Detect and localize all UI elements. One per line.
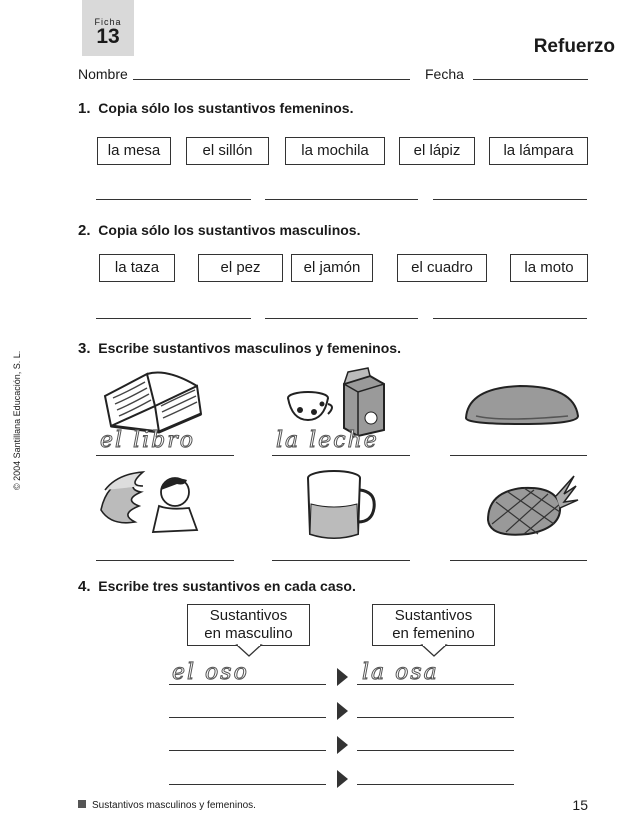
question-number: 4. xyxy=(78,578,91,595)
masculine-answer-line[interactable] xyxy=(169,717,326,718)
copyright-text: © 2004 Santillana Educación, S. L. xyxy=(12,350,22,490)
feminine-header-box xyxy=(372,604,495,646)
question-text: Escribe tres sustantivos en cada caso. xyxy=(98,578,356,594)
bread-icon xyxy=(462,382,582,427)
feminine-answer-line[interactable] xyxy=(357,750,514,751)
answer-line[interactable] xyxy=(450,560,587,561)
question-number: 3. xyxy=(78,340,91,357)
angel-icon xyxy=(97,470,207,535)
arrow-right-icon xyxy=(337,770,348,788)
answer-cursive: el libro xyxy=(100,428,195,453)
word-box: el sillón xyxy=(186,137,269,165)
ficha-tab xyxy=(82,0,134,56)
book-icon xyxy=(97,366,207,436)
fecha-line[interactable] xyxy=(473,79,588,80)
word-box: la mochila xyxy=(285,137,385,165)
word-box: la taza xyxy=(99,254,175,282)
answer-line[interactable] xyxy=(96,318,251,319)
masculine-box-pointer xyxy=(237,645,261,657)
answer-line[interactable] xyxy=(433,199,587,200)
ficha-label: Ficha xyxy=(94,17,122,27)
question-3 xyxy=(78,340,401,357)
word-box: el cuadro xyxy=(397,254,487,282)
masculine-answer-line[interactable] xyxy=(169,684,326,685)
feminine-answer-line[interactable] xyxy=(357,684,514,685)
answer-line[interactable] xyxy=(96,560,234,561)
ficha-number: 13 xyxy=(96,25,120,48)
word-box: la moto xyxy=(510,254,588,282)
answer-line[interactable] xyxy=(96,455,234,456)
feminine-answer-line[interactable] xyxy=(357,784,514,785)
answer-line[interactable] xyxy=(450,455,587,456)
pineapple-icon xyxy=(478,472,578,542)
word-box: el lápiz xyxy=(399,137,475,165)
square-bullet-icon xyxy=(78,800,86,808)
example-masculine: el oso xyxy=(172,660,249,685)
page-title: Refuerzo xyxy=(533,36,615,57)
question-text: Copia sólo los sustantivos masculinos. xyxy=(98,222,361,238)
footer xyxy=(78,800,256,811)
fecha-label: Fecha xyxy=(425,66,464,82)
question-number: 1. xyxy=(78,100,91,117)
answer-line[interactable] xyxy=(265,318,418,319)
feminine-box-pointer xyxy=(422,645,446,657)
page-number: 15 xyxy=(572,797,588,813)
nombre-label: Nombre xyxy=(78,66,128,82)
feminine-answer-line[interactable] xyxy=(357,717,514,718)
arrow-right-icon xyxy=(337,736,348,754)
answer-line[interactable] xyxy=(96,199,251,200)
example-feminine: la osa xyxy=(362,660,439,685)
arrow-right-icon xyxy=(337,702,348,720)
mug-icon xyxy=(300,468,380,543)
answer-line[interactable] xyxy=(272,455,410,456)
question-1 xyxy=(78,100,353,117)
masculine-header-box xyxy=(187,604,310,646)
masculine-header-line1: Sustantivos xyxy=(209,607,288,624)
question-2 xyxy=(78,222,360,239)
word-box: la lámpara xyxy=(489,137,588,165)
masculine-answer-line[interactable] xyxy=(169,784,326,785)
question-text: Escribe sustantivos masculinos y femeninos. xyxy=(98,340,401,356)
answer-cursive: la leche xyxy=(276,428,379,453)
question-number: 2. xyxy=(78,222,91,239)
feminine-header-line2: en femenino xyxy=(392,625,475,642)
feminine-header-line1: Sustantivos xyxy=(394,607,473,624)
nombre-line[interactable] xyxy=(133,79,410,80)
answer-line[interactable] xyxy=(265,199,418,200)
answer-line[interactable] xyxy=(433,318,587,319)
question-text: Copia sólo los sustantivos femeninos. xyxy=(98,100,354,116)
masculine-answer-line[interactable] xyxy=(169,750,326,751)
answer-line[interactable] xyxy=(272,560,410,561)
word-box: el pez xyxy=(198,254,283,282)
masculine-header-line2: en masculino xyxy=(204,625,293,642)
arrow-right-icon xyxy=(337,668,348,686)
question-4 xyxy=(78,578,356,595)
footer-text: Sustantivos masculinos y femeninos. xyxy=(92,800,256,811)
word-box: la mesa xyxy=(97,137,171,165)
word-box: el jamón xyxy=(291,254,373,282)
